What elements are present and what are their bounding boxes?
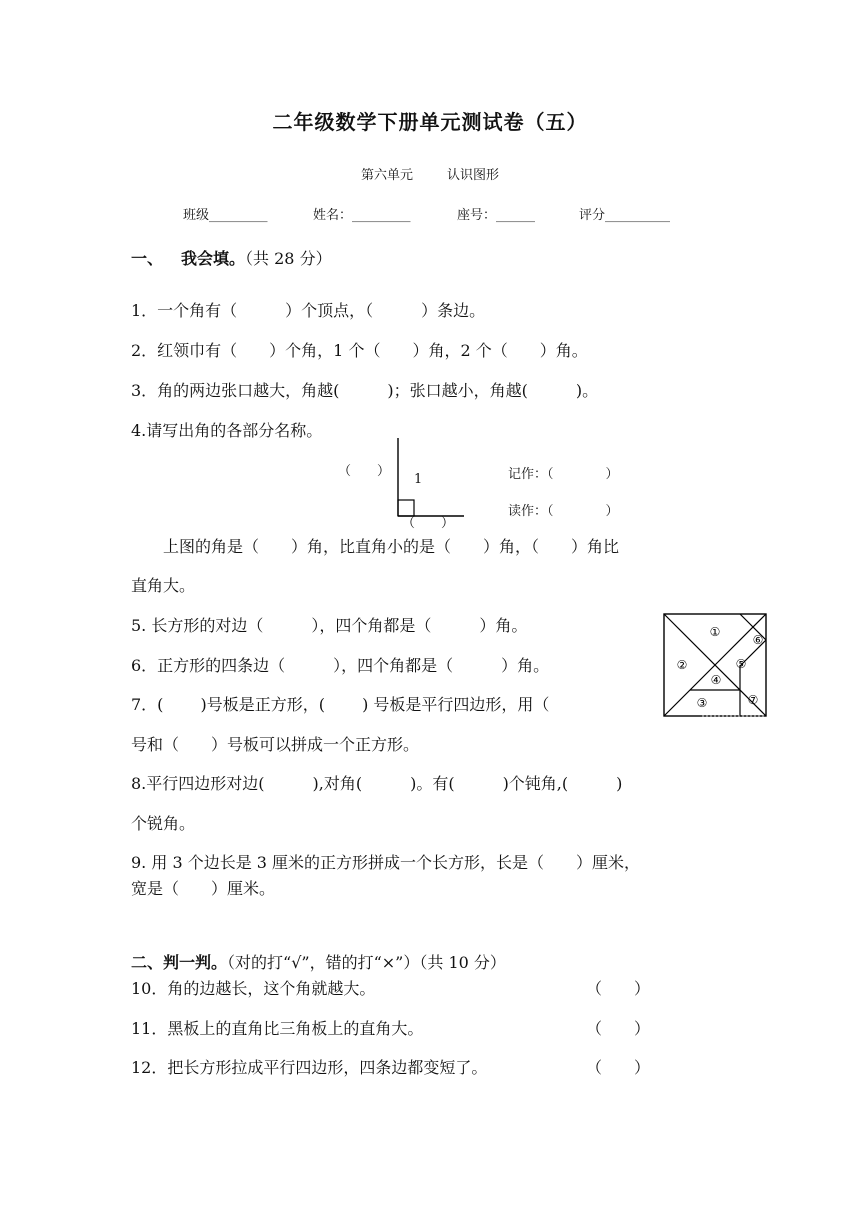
tangram-figure — [662, 612, 768, 718]
tangram-label-6: ⑥ — [752, 633, 764, 647]
section-2-note: （对的打“√”，错的打“×”）（共 10 分） — [227, 953, 506, 972]
notation-field: 记作：（ ） — [508, 467, 619, 482]
section-1-number: 一、 — [131, 249, 164, 268]
question-9-line-1: 9. 用 3 个边长是 3 厘米的正方形拼成一个长方形，长是（ ）厘米， — [131, 853, 641, 872]
question-8-line-2: 个锐角。 — [131, 814, 196, 833]
side-name-blank: （ ） — [338, 464, 391, 479]
tangram-label-2: ② — [676, 658, 688, 672]
section-2-title: 判一判。 — [163, 953, 228, 972]
question-2: 2．红领巾有（ ）个角，1 个（ ）角，2 个（ ）角。 — [131, 341, 588, 360]
question-4: 4.请写出角的各部分名称。 — [131, 421, 323, 440]
tangram-label-3: ③ — [696, 696, 708, 710]
page-title: 二年级数学下册单元测试卷（五） — [272, 110, 588, 134]
tangram-label-1: ① — [709, 625, 721, 639]
judge-question-10: 10．角的边越长，这个角就越大。 — [131, 979, 376, 998]
question-9-line-2: 宽是（ ）厘米。 — [131, 879, 276, 898]
reading-field: 读作：（ ） — [508, 504, 619, 519]
class-field: 班级_________ — [183, 208, 268, 223]
question-6: 6．正方形的四条边（ ），四个角都是（ ）角。 — [131, 656, 550, 675]
question-8-line-1: 8.平行四边形对边( ),对角( )。有( )个钝角,( ) — [131, 774, 623, 793]
question-4b-line-1: 上图的角是（ ）角，比直角小的是（ ）角，（ ）角比 — [131, 537, 620, 556]
judge-answer-blank-10: （ ） — [586, 979, 651, 998]
section-2-heading — [131, 950, 506, 973]
tangram-label-7: ⑦ — [747, 693, 759, 707]
question-7-line-1: 7．( )号板是正方形，( ) 号板是平行四边形，用（ — [131, 695, 550, 714]
unit-label: 第六单元 — [360, 168, 413, 183]
seat-field: 座号：______ — [457, 208, 536, 223]
subtitle — [0, 164, 860, 183]
question-3: 3．角的两边张口越大，角越( )；张口越小，角越( )。 — [131, 381, 599, 400]
judge-answer-blank-12: （ ） — [586, 1058, 651, 1077]
tangram-label-4: ④ — [710, 673, 722, 687]
topic-label: 认识图形 — [447, 168, 500, 183]
question-1: 1．一个角有（ ）个顶点，（ ）条边。 — [131, 301, 486, 320]
section-1-points: （共 28 分） — [245, 249, 332, 268]
tangram-label-5: ⑤ — [735, 657, 747, 671]
judge-answer-blank-11: （ ） — [586, 1019, 651, 1038]
question-7-line-2: 号和（ ）号板可以拼成一个正方形。 — [131, 735, 420, 754]
score-field: 评分__________ — [579, 208, 671, 223]
judge-question-11: 11．黑板上的直角比三角板上的直角大。 — [131, 1019, 424, 1038]
vertex-name-blank: （ ） — [402, 516, 455, 531]
section-1-heading — [131, 246, 332, 269]
question-5: 5. 长方形的对边（ ），四个角都是（ ）角。 — [131, 616, 528, 635]
section-1-title: 我会填。 — [181, 249, 246, 268]
angle-number-label: 1 — [414, 472, 423, 487]
question-4b-line-2: 直角大。 — [131, 576, 196, 595]
judge-question-12: 12．把长方形拉成平行四边形，四条边都变短了。 — [131, 1058, 488, 1077]
section-2-number: 二、 — [131, 953, 164, 972]
name-field: 姓名：_________ — [313, 208, 411, 223]
